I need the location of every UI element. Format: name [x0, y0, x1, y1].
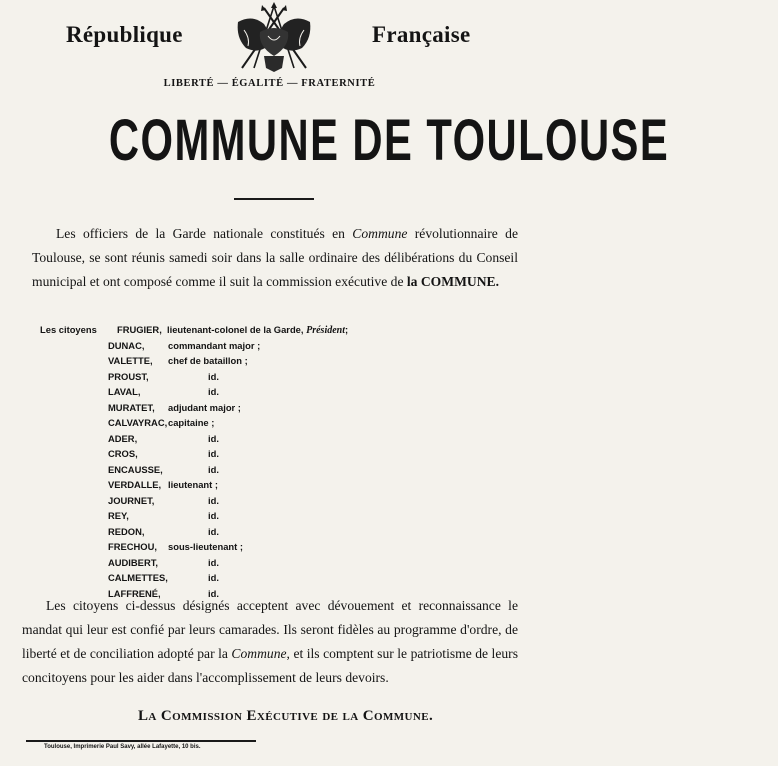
- closing-paragraph: [22, 594, 518, 690]
- member-title: adjudant major ;: [168, 401, 241, 413]
- intro-paragraph: [32, 222, 518, 294]
- member-title: commandant major ;: [168, 339, 261, 351]
- member-title-end: ;: [345, 324, 349, 335]
- member-title: id.: [208, 494, 219, 506]
- member-name: JOURNET,: [108, 494, 155, 506]
- member-row: [40, 369, 510, 385]
- header-republique: République: [66, 22, 183, 47]
- member-title: id.: [208, 432, 219, 444]
- member-name: AUDIBERT,: [108, 556, 158, 568]
- flags-emblem-icon: [224, 2, 324, 74]
- member-title: chef de bataillon ;: [168, 355, 248, 366]
- member-role-president: Président: [306, 325, 345, 336]
- member-name: ADER,: [108, 432, 138, 444]
- member-name: REY,: [108, 510, 129, 521]
- member-row: [40, 555, 510, 571]
- member-title: id.: [208, 510, 219, 521]
- member-title: [167, 322, 348, 339]
- divider-bottom: [26, 740, 256, 742]
- member-title: id.: [208, 463, 219, 475]
- member-name: PROUST,: [108, 370, 149, 382]
- intro-commune-italic: Commune: [352, 226, 408, 241]
- member-title-text: lieutenant-colonel de la Garde,: [167, 324, 304, 335]
- member-name: FRECHOU,: [108, 541, 157, 552]
- member-title: id.: [208, 386, 219, 397]
- printer-imprint: Toulouse, Imprimerie Paul Savy, allée Lafayette, 10 bis.: [44, 744, 201, 750]
- member-row: [40, 415, 510, 431]
- member-title: id.: [208, 525, 219, 537]
- closing-text-1: Les citoyens ci-dessus désignés acceptent avec dévouement et reconnaissance le mandat qui leur est confié par leurs camarades. Ils seront fidèles au programme d'ordre, de liberté et de conciliation adopté par la: [22, 598, 518, 661]
- member-name: CALVAYRAC,: [108, 417, 168, 428]
- member-row: [40, 508, 510, 524]
- members-lead: Les citoyens: [40, 324, 97, 335]
- closing-commune-italic: Commune: [231, 646, 287, 661]
- page-title-text: COMMUNE DE TOULOUSE: [108, 108, 670, 173]
- member-name: VERDALLE,: [108, 479, 162, 490]
- member-title: id.: [208, 370, 219, 382]
- member-name: FRUGIER,: [117, 324, 162, 335]
- member-row-first: [40, 322, 510, 338]
- member-name: DUNAC,: [108, 339, 145, 351]
- members-list: [40, 322, 510, 601]
- member-title: id.: [208, 572, 219, 583]
- member-row: [40, 462, 510, 478]
- member-name: VALETTE,: [108, 355, 153, 366]
- member-name: LAVAL,: [108, 386, 141, 397]
- member-name: LAFFRENÉ,: [108, 587, 161, 599]
- member-row: [40, 493, 510, 509]
- intro-text-2: révolutionnaire de Toulouse, se sont réunis samedi soir dans la salle ordinaire des délibérations du Conseil municipal et ont composé comme il suit la commission exécutive de: [32, 226, 518, 289]
- member-row: [40, 570, 510, 586]
- intro-text-1: Les officiers de la Garde nationale constitués en: [56, 226, 353, 241]
- member-title: id.: [208, 448, 219, 459]
- header-francaise: Française: [372, 22, 471, 47]
- divider-top: [234, 198, 314, 200]
- member-title: capitaine ;: [168, 417, 215, 428]
- member-title: lieutenant ;: [168, 479, 219, 490]
- closing-text-2: , et ils comptent sur le patriotisme de leurs concitoyens pour les aider dans l'accomplissement de leurs devoirs.: [22, 646, 518, 685]
- member-row: [40, 400, 510, 416]
- signature: La Commission Exécutive de la Commune.: [138, 708, 434, 724]
- member-name: MURATET,: [108, 401, 155, 413]
- member-row: [40, 477, 510, 493]
- member-name: CROS,: [108, 448, 138, 459]
- member-row: [40, 524, 510, 540]
- member-row: [40, 353, 510, 369]
- member-row: [40, 338, 510, 354]
- member-title: id.: [208, 587, 219, 599]
- member-title: sous-lieutenant ;: [168, 541, 244, 552]
- member-row: [40, 431, 510, 447]
- member-name: REDON,: [108, 525, 145, 537]
- intro-commune-bold: la COMMUNE.: [406, 274, 500, 289]
- motto: LIBERTÉ — ÉGALITÉ — FRATERNITÉ: [163, 78, 376, 89]
- member-row: [40, 446, 510, 462]
- member-name: CALMETTES,: [108, 572, 168, 583]
- member-title: id.: [208, 556, 219, 568]
- member-name: ENCAUSSE,: [108, 463, 163, 475]
- member-row: [40, 384, 510, 400]
- page-title: [0, 108, 670, 173]
- member-row: [40, 539, 510, 555]
